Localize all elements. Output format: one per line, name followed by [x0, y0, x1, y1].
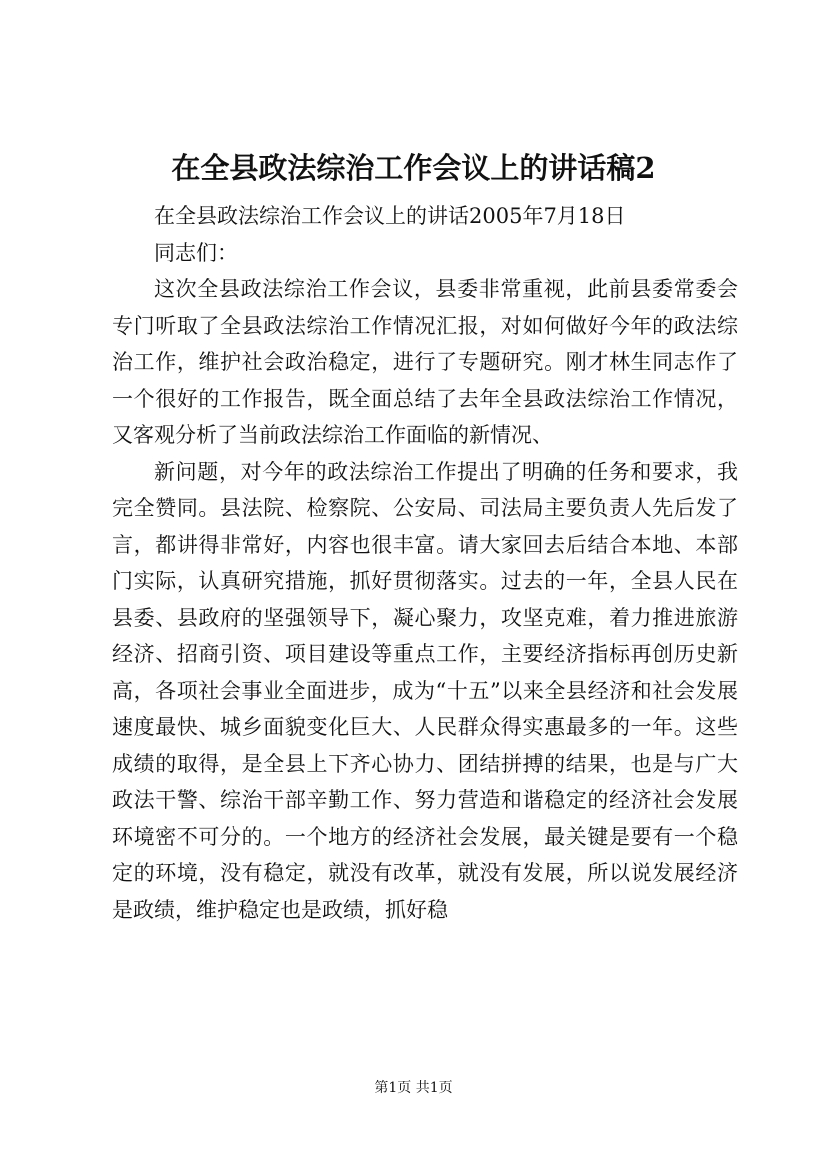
salutation: 同志们： — [154, 240, 238, 265]
subtitle-line: 在全县政法综治工作会议上的讲话2005年7月18日 — [154, 204, 626, 228]
document-title: 在全县政法综治工作会议上的讲话稿2 — [171, 151, 656, 185]
paragraph-1: 这次全县政法综治工作会议，县委非常重视，此前县委常委会专门听取了全县政法综治工作情况汇报，对如何做好今年的政法综治工作，维护社会政治稳定，进行了专题研究。刚才林生同志作了一个很好的工作报告，既全面总结了去年全县政法综治工作情况，又客观分析了当前政法综治工作面临的新情况、 — [112, 277, 738, 447]
paragraph-2: 新问题，对今年的政法综治工作提出了明确的任务和要求，我完全赞同。县法院、检察院、公安局、司法局主要负责人先后发了言，都讲得非常好，内容也很丰富。请大家回去后结合本地、本部门实际，认真研究措施，抓好贯彻落实。过去的一年，全县人民在县委、县政府的坚强领导下，凝心聚力，攻坚克难，着力推进旅游经济、招商引资、项目建设等重点工作，主要经济指标再创历史新高，各项社会事业全面进步，成为“十五”以来全县经济和社会发展速度最快、城乡面貌变化巨大、人民群众得实惠最多的一年。这些成绩的取得，是全县上下齐心协力、团结拼搏的结果，也是与广大政法干警、综治干部辛勤工作、努力营造和谐稳定的经济社会发展环境密不可分的。一个地方的经济社会发展，最关键是要有一个稳定的环境，没有稳定，就没有改革，就没有发展，所以说发展经济是政绩，维护稳定也是政绩，抓好稳 — [112, 459, 738, 922]
document-body — [112, 198, 738, 928]
page-footer: 第1页 共1页 — [374, 1080, 453, 1096]
